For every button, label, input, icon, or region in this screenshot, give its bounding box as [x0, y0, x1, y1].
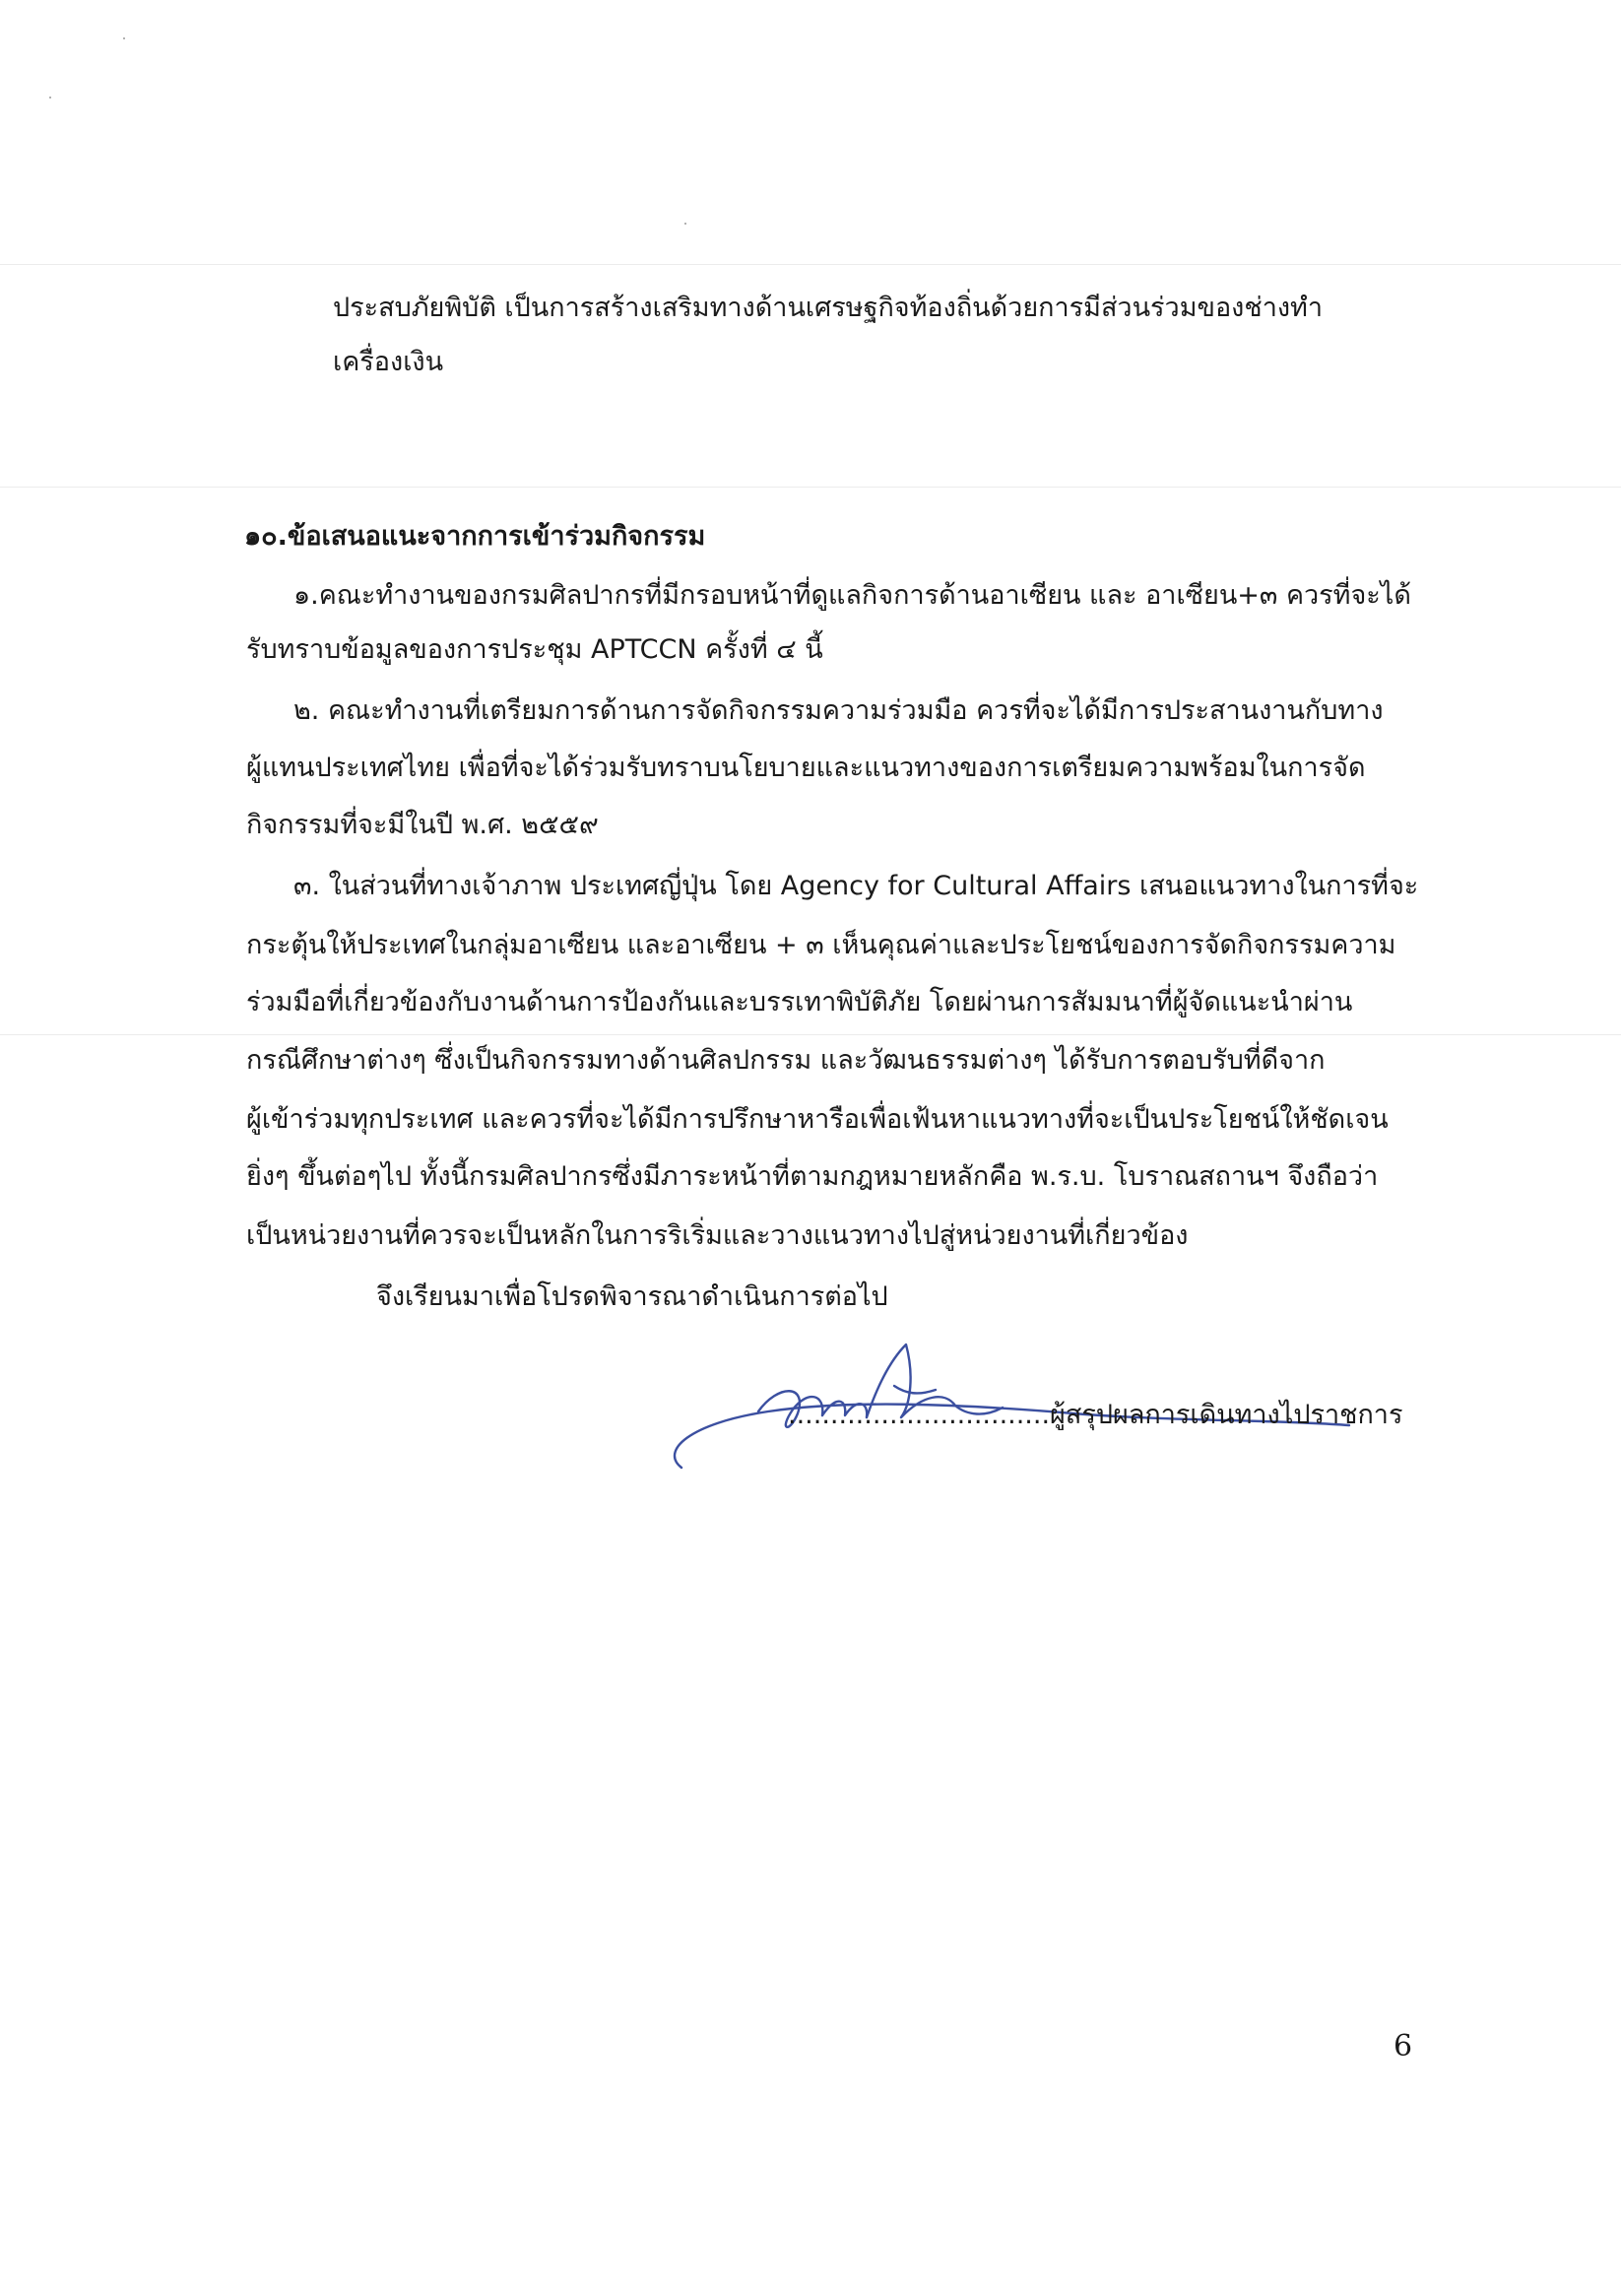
scan-speck: [49, 97, 51, 98]
signature-caption: ...............................ผู้สรุปผลการเดินทางไปราชการ: [788, 1400, 1403, 1430]
scan-line: [0, 1034, 1621, 1035]
scan-line: [0, 487, 1621, 488]
body-line: กระตุ้นให้ประเทศในกลุ่มอาเซียน และอาเซียน + ๓ เห็นคุณค่าและประโยชน์ของการจัดกิจกรรมความ: [246, 930, 1396, 960]
top-line-1: ประสบภัยพิบัติ เป็นการสร้างเสริมทางด้านเศรษฐกิจท้องถิ่นด้วยการมีส่วนร่วมของช่างทำ: [333, 293, 1323, 323]
top-line-2: เครื่องเงิน: [333, 347, 444, 377]
body-line: เป็นหน่วยงานที่ควรจะเป็นหลักในการริเริ่มและวางแนวทางไปสู่หน่วยงานที่เกี่ยวข้อง: [246, 1220, 1189, 1251]
body-line: ผู้แทนประเทศไทย เพื่อที่จะได้ร่วมรับทราบนโยบายและแนวทางของการเตรียมความพร้อมในการจัด: [246, 753, 1366, 783]
body-line: รับทราบข้อมูลของการประชุม APTCCN ครั้งที่ ๔ นี้: [246, 634, 823, 665]
scan-speck: [123, 37, 125, 39]
scan-line: [0, 264, 1621, 265]
body-line: กิจกรรมที่จะมีในปี พ.ศ. ๒๕๕๙: [246, 810, 599, 840]
body-line: ๒. คณะทำงานที่เตรียมการด้านการจัดกิจกรรมความร่วมมือ ควรที่จะได้มีการประสานงานกับทาง: [293, 695, 1384, 726]
section-heading: ๑๐.ข้อเสนอแนะจากการเข้าร่วมกิจกรรม: [244, 521, 706, 552]
scan-speck: [684, 223, 686, 225]
body-line: กรณีศึกษาต่างๆ ซึ่งเป็นกิจกรรมทางด้านศิลปกรรม และวัฒนธรรมต่างๆ ได้รับการตอบรับที่ดีจาก: [246, 1045, 1326, 1076]
body-line: ๑.คณะทำงานของกรมศิลปากรที่มีกรอบหน้าที่ดูแลกิจการด้านอาเซียน และ อาเซียน+๓ ควรที่จะได้: [293, 580, 1411, 611]
body-line: ผู้เข้าร่วมทุกประเทศ และควรที่จะได้มีการปรึกษาหารือเพื่อเฟ้นหาแนวทางที่จะเป็นประโยชน์ให้ชัดเจน: [246, 1104, 1389, 1135]
body-line: ๓. ในส่วนที่ทางเจ้าภาพ ประเทศญี่ปุ่น โดย Agency for Cultural Affairs เสนอแนวทางในการที่จะ: [293, 871, 1419, 901]
closing-line: จึงเรียนมาเพื่อโปรดพิจารณาดำเนินการต่อไป: [376, 1281, 888, 1312]
body-line: ร่วมมือที่เกี่ยวข้องกับงานด้านการป้องกันและบรรเทาพิบัติภัย โดยผ่านการสัมมนาที่ผู้จัดแนะนำผ่าน: [246, 987, 1353, 1017]
page-number: 6: [1394, 2029, 1413, 2064]
body-line: ยิ่งๆ ขึ้นต่อๆไป ทั้งนี้กรมศิลปากรซึ่งมีภาระหน้าที่ตามกฎหมายหลักคือ พ.ร.บ. โบราณสถานฯ จึงถือว่า: [246, 1161, 1379, 1192]
